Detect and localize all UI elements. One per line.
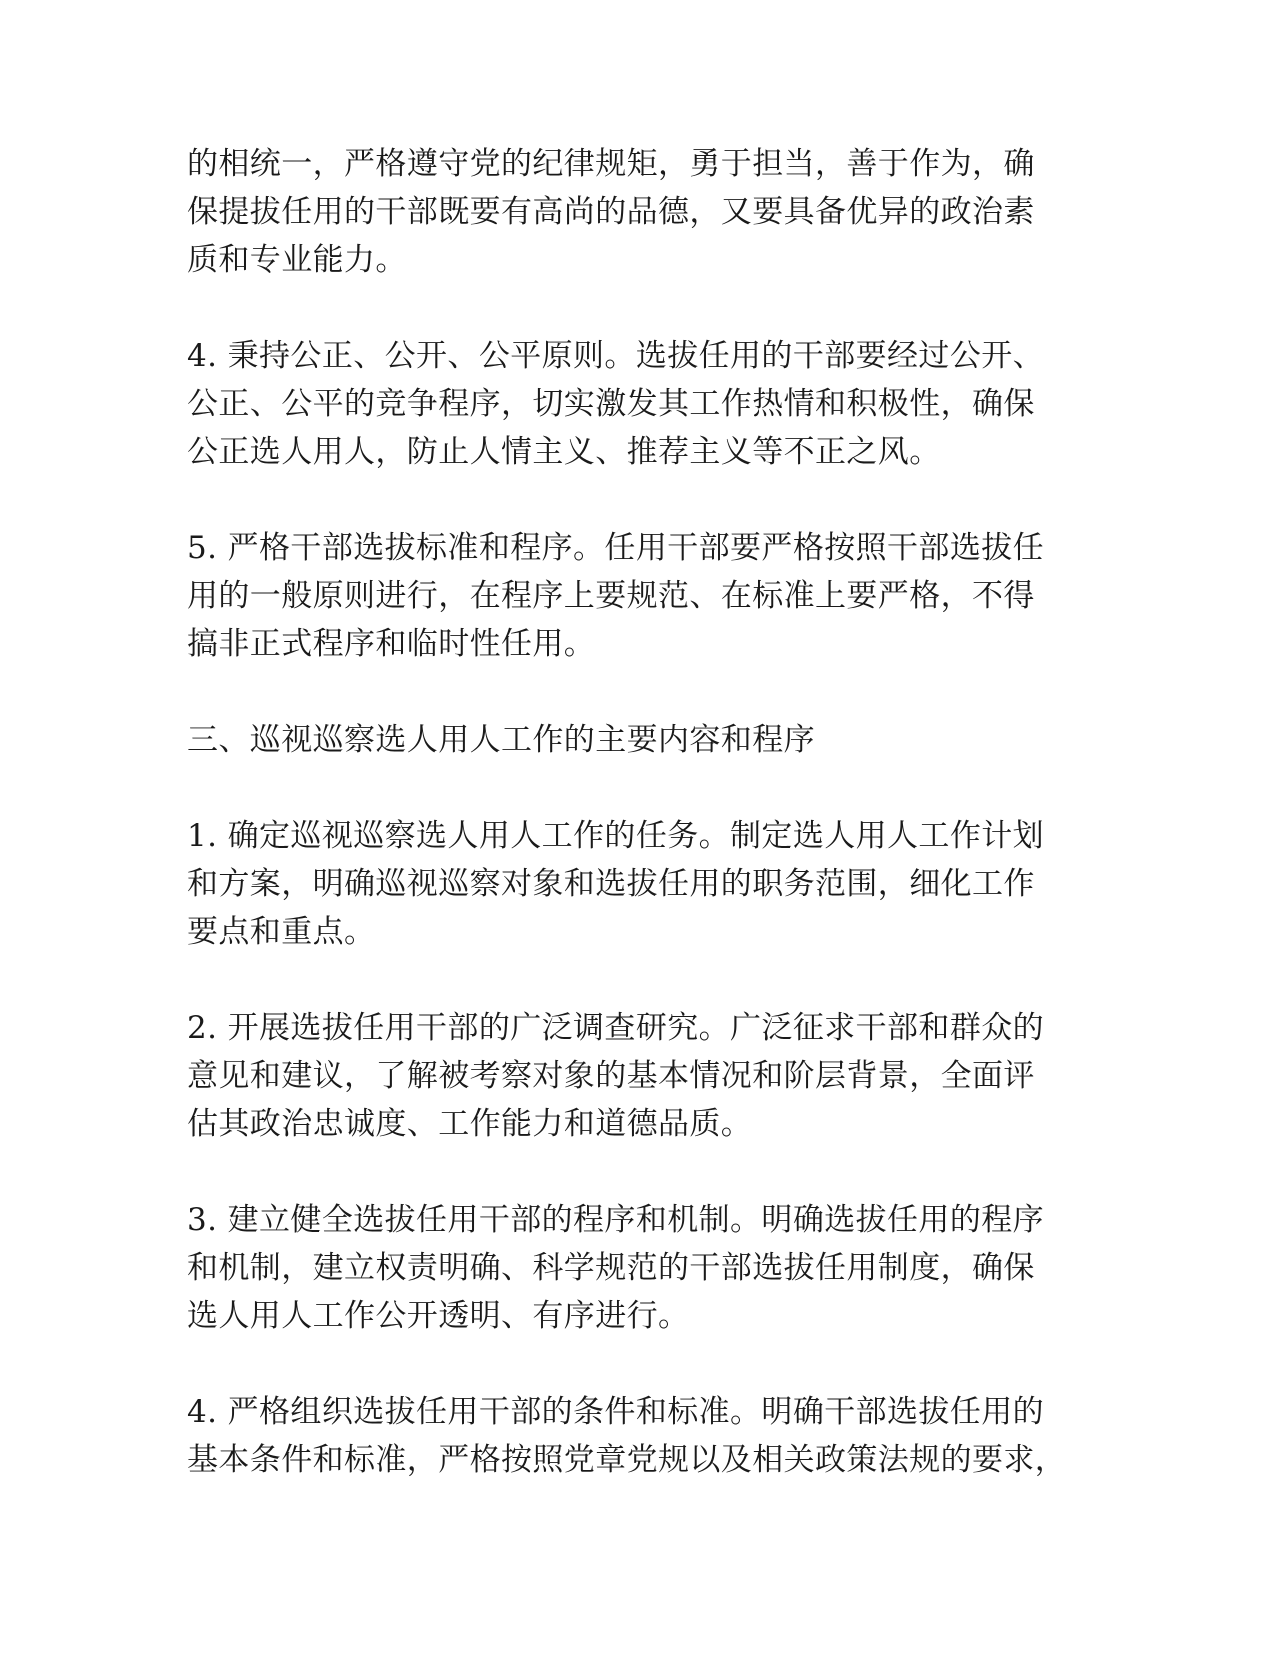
paragraph-2-line-3: 公正选人用人，防止人情主义、推荐主义等不正之风。 bbox=[187, 434, 941, 470]
paragraph-8-line-1: 4. 严格组织选拔任用干部的条件和标准。明确干部选拔任用的 bbox=[187, 1394, 1045, 1430]
paragraph-5-line-1: 1. 确定巡视巡察选人用人工作的任务。制定选人用人工作计划 bbox=[187, 818, 1045, 854]
paragraph-5-line-2: 和方案，明确巡视巡察对象和选拔任用的职务范围，细化工作 bbox=[187, 866, 1035, 902]
paragraph-6-line-2: 意见和建议，了解被考察对象的基本情况和阶层背景，全面评 bbox=[187, 1058, 1035, 1094]
paragraph-7-line-2: 和机制，建立权责明确、科学规范的干部选拔任用制度，确保 bbox=[187, 1250, 1035, 1286]
paragraph-8-line-2: 基本条件和标准，严格按照党章党规以及相关政策法规的要求， bbox=[187, 1442, 1067, 1478]
section-heading: 三、巡视巡察选人用人工作的主要内容和程序 bbox=[187, 722, 815, 758]
paragraph-6-line-3: 估其政治忠诚度、工作能力和道德品质。 bbox=[187, 1106, 753, 1142]
paragraph-7-line-3: 选人用人工作公开透明、有序进行。 bbox=[187, 1298, 690, 1334]
paragraph-6-line-1: 2. 开展选拔任用干部的广泛调查研究。广泛征求干部和群众的 bbox=[187, 1010, 1045, 1046]
paragraph-2-line-2: 公正、公平的竞争程序，切实激发其工作热情和积极性，确保 bbox=[187, 386, 1035, 422]
paragraph-3-line-3: 搞非正式程序和临时性任用。 bbox=[187, 626, 596, 662]
paragraph-1-line-1: 的相统一，严格遵守党的纪律规矩，勇于担当，善于作为，确 bbox=[187, 146, 1035, 182]
paragraph-2-line-1: 4. 秉持公正、公开、公平原则。选拔任用的干部要经过公开、 bbox=[187, 338, 1045, 374]
paragraph-1-line-3: 质和专业能力。 bbox=[187, 242, 407, 278]
paragraph-7-line-1: 3. 建立健全选拔任用干部的程序和机制。明确选拔任用的程序 bbox=[187, 1202, 1045, 1238]
paragraph-5-line-3: 要点和重点。 bbox=[187, 914, 376, 950]
paragraph-3-line-2: 用的一般原则进行，在程序上要规范、在标准上要严格，不得 bbox=[187, 578, 1035, 614]
paragraph-3-line-1: 5. 严格干部选拔标准和程序。任用干部要严格按照干部选拔任 bbox=[187, 530, 1045, 566]
paragraph-1-line-2: 保提拔任用的干部既要有高尚的品德，又要具备优异的政治素 bbox=[187, 194, 1035, 230]
